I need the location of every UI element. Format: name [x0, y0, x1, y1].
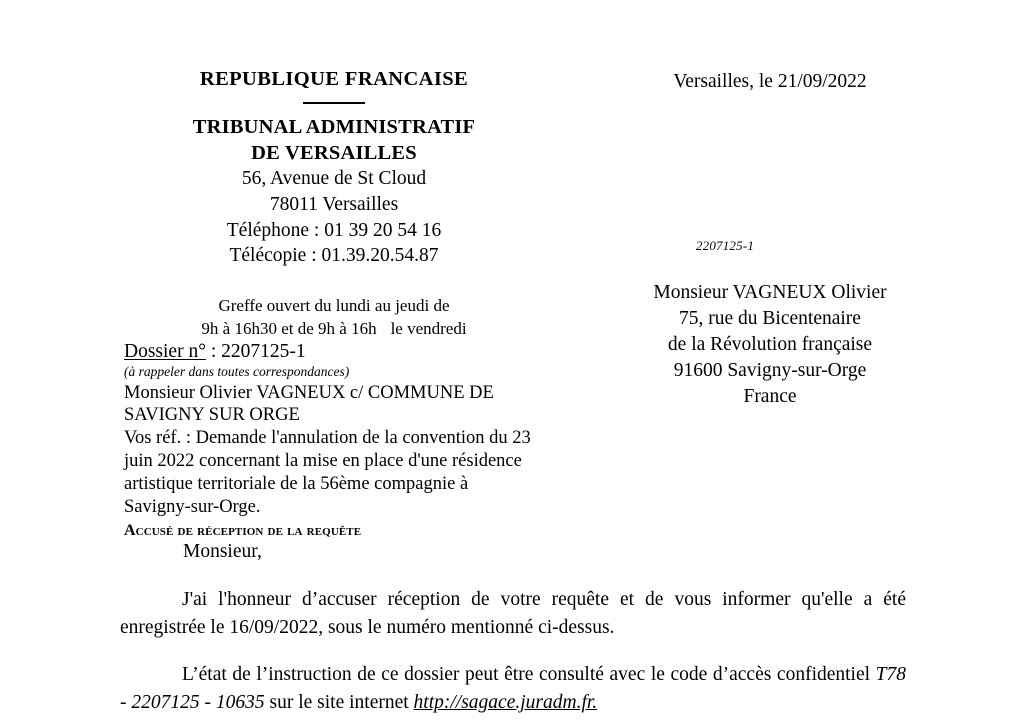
salutation: Monsieur, — [183, 541, 262, 562]
registry-hours-weekdays: 9h à 16h30 et de 9h à 16h — [201, 318, 377, 338]
horizontal-rule — [303, 102, 365, 104]
sagace-website-link[interactable]: http://sagace.juradm.fr. — [413, 692, 598, 714]
republic-title: REPUBLIQUE FRANCAISE — [199, 68, 469, 90]
body-p2-text-a: L’état de l’instruction de ce dossier peut être consulté avec le code d’accès confidentiel — [182, 664, 876, 686]
letterhead-divider — [124, 92, 544, 114]
access-code: T78 - 2207125 - 10635 — [120, 664, 906, 714]
body-paragraph-2 — [120, 661, 906, 716]
body-paragraph-1 — [120, 586, 906, 641]
letterhead — [124, 68, 544, 341]
dossier-parties — [124, 382, 544, 427]
recipient-country: France — [743, 385, 797, 407]
body-p1-text-b: , sous le numéro mentionné ci-dessus. — [318, 616, 615, 638]
recipient-city: 91600 Savigny-sur-Orge — [673, 359, 867, 381]
body-p1-registration-date: 16/09/2022 — [229, 616, 319, 638]
recipient-address-block — [590, 280, 950, 410]
dossier-number: 2207125-1 — [221, 341, 306, 362]
court-phone: Téléphone : 01 39 20 54 16 — [226, 219, 442, 241]
dossier-refs-line2: juin 2022 concernant la mise en place d'une résidence — [124, 450, 522, 471]
recipient-street: 75, rue du Bicentenaire — [679, 307, 861, 329]
registry-hours — [124, 295, 544, 341]
dossier-refs-line1: Vos réf. : Demande l'annulation de la convention du 23 — [124, 427, 531, 448]
registry-hours-line2 — [124, 318, 544, 341]
court-city: 78011 Versailles — [269, 193, 399, 215]
court-name-line1: TRIBUNAL ADMINISTRATIF — [192, 115, 476, 138]
dossier-refs-line3: artistique territoriale de la 56ème compagnie à — [124, 473, 469, 494]
court-street: 56, Avenue de St Cloud — [241, 168, 427, 190]
dossier-refs-line4: Savigny-sur-Orge. — [124, 496, 261, 517]
document-subject-heading: Accusé de réception de la requête — [124, 521, 362, 539]
recipient-street-2: de la Révolution française — [667, 333, 873, 355]
dossier-parties-line2: SAVIGNY SUR ORGE — [124, 405, 300, 426]
reference-number: 2207125-1 — [695, 238, 755, 253]
dossier-parties-line1: Monsieur Olivier VAGNEUX c/ COMMUNE DE — [124, 382, 494, 403]
dossier-note: (à rappeler dans toutes correspondances) — [124, 364, 350, 380]
date-line: Versailles, le 21/09/2022 — [673, 71, 867, 92]
recipient-name: Monsieur VAGNEUX Olivier — [653, 282, 887, 303]
registry-hours-friday: le vendredi — [390, 318, 467, 338]
registry-hours-line1: Greffe ouvert du lundi au jeudi de — [218, 295, 450, 315]
body-p1-text-a: J'ai l'honneur d’accuser réception de votre requête et de vous informer qu'elle a été enregistrée le — [120, 589, 906, 638]
dossier-your-references — [124, 427, 544, 519]
court-fax: Télécopie : 01.39.20.54.87 — [229, 245, 439, 267]
dossier-separator: : — [206, 341, 222, 362]
dossier-label: Dossier n° — [124, 341, 206, 362]
letter-body — [120, 586, 906, 717]
court-name-line2: DE VERSAILLES — [251, 141, 417, 164]
body-p2-text-b: sur le site internet — [264, 692, 414, 714]
dossier-number-line — [124, 342, 544, 362]
dossier-block — [124, 342, 544, 540]
